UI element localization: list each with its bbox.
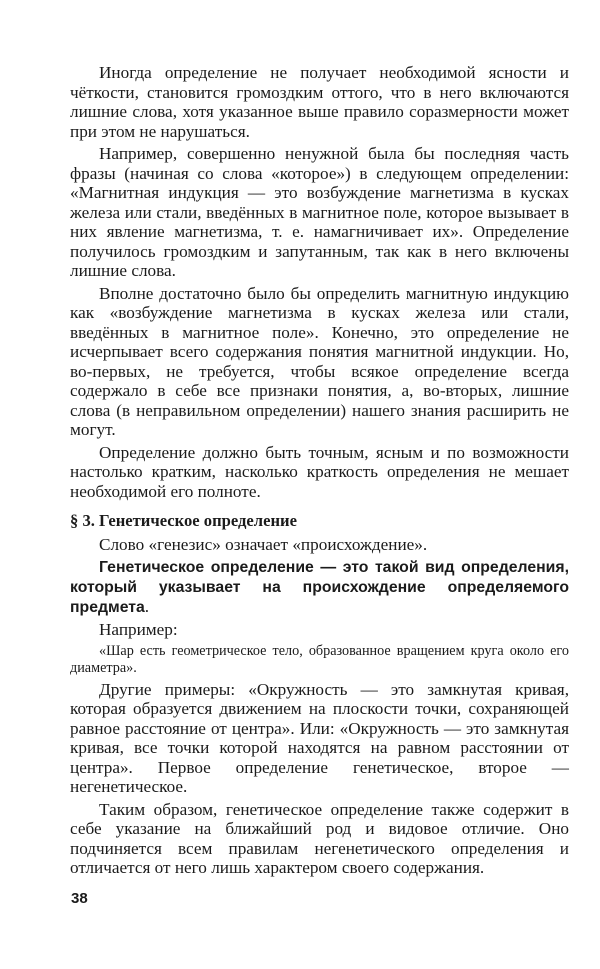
paragraph: Другие примеры: «Окружность — это замкнутая кривая, которая образуется движением на плоскости точки, сохраняющей равное расстояние от центра». Или: «Окружность — это замкнутая кривая, все точки которой находятся на равном расстоянии от центра». Первое определение генетическое, второе — негенетическое. [70,679,569,796]
example-quote: «Шар есть геометрическое тело, образованное вращением круга около его диаметра». [70,642,569,676]
page-number: 38 [71,890,88,907]
paragraph: Например: [99,620,178,639]
paragraph: Иногда определение не получает необходимой ясности и чёткости, становится громоздким оттого, что в него включаются лишние слова, хотя указанное выше правило соразмерности может при этом не нарушаться. [70,63,569,141]
definition-text: Генетическое определение — это такой вид определения, который указывает на происхождение определяемого предмета [70,559,569,616]
paragraph: Таким образом, генетическое определение также содержит в себе указание на ближайший род и видовое отличие. Оно подчиняется всем правилам негенетического определения и отличается от него лишь характером своего содержания. [70,799,569,877]
body-text [70,63,569,881]
definition [70,557,569,617]
paragraph: Например, совершенно ненужной была бы последняя часть фразы (начиная со слова «которое») в следующем определении: «Магнитная индукция — это возбуждение магнетизма в кусках железа или стали, введённых в магнитное поле, которое вызывает в них явление магнетизма, т. е. намагничивает их». Определение получилось громоздким и запутанным, так как в него включены лишние слова. [70,144,569,280]
paragraph: Вполне достаточно было бы определить магнитную индукцию как «возбуждение магнетизма в кусках железа или стали, введённых в магнитное поле». Конечно, это определение не исчерпывает всего содержания понятия магнитной индукции. Но, во-первых, не требуется, чтобы всякое определение всегда содержало в себе все признаки понятия, а, во-вторых, лишние слова (в неправильном определении) нашего знания расширить не могут. [70,283,569,439]
paragraph: Слово «генезис» означает «происхождение». [99,534,428,554]
section-heading: § 3. Генетическое определение [70,511,297,530]
paragraph: Определение должно быть точным, ясным и по возможности настолько кратким, насколько краткость определения не мешает необходимой его полноте. [70,442,569,501]
definition-period: . [144,597,150,616]
